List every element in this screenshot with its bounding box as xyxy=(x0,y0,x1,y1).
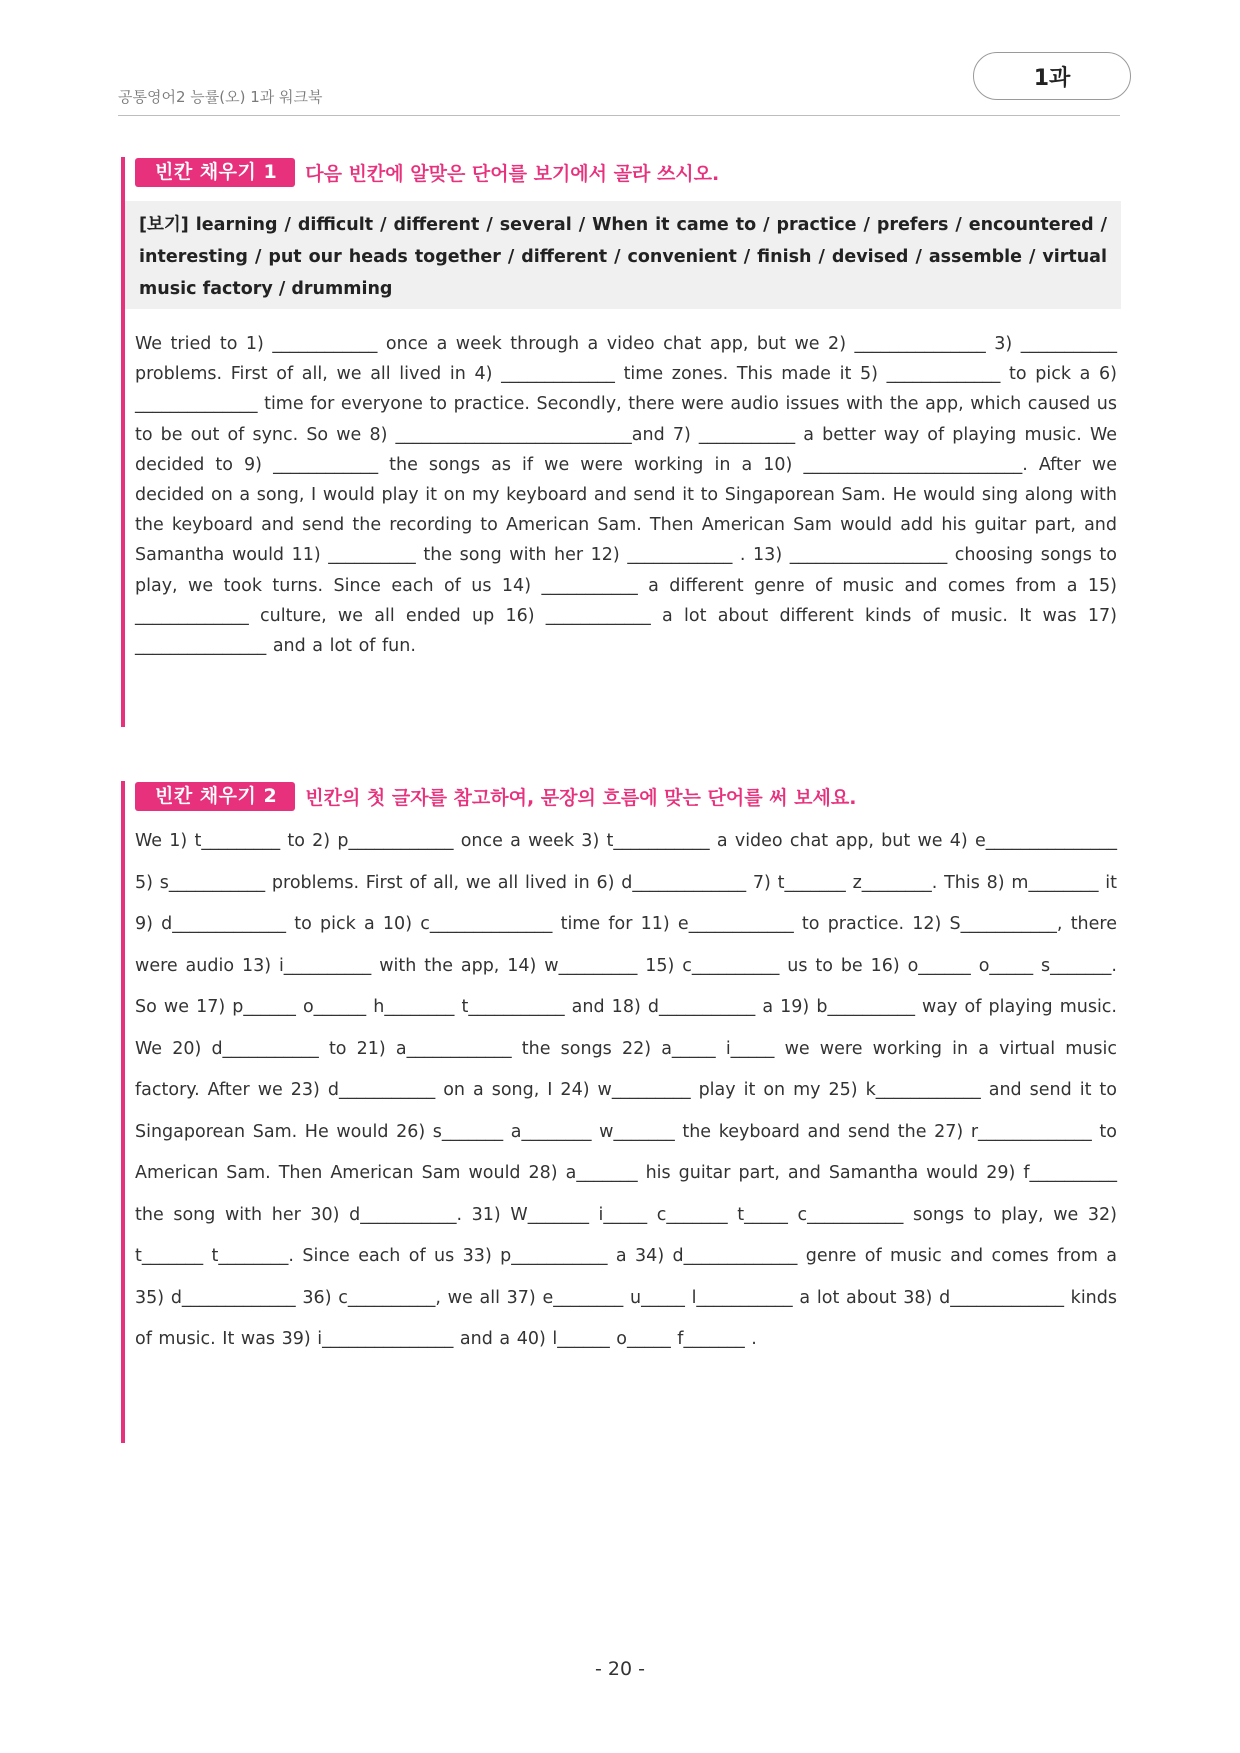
page-number: - 20 - xyxy=(595,1658,645,1680)
section-tag: 빈칸 채우기 2 xyxy=(135,782,295,811)
section-heading xyxy=(135,157,719,187)
header-title: 공통영어2 능률(오) 1과 워크북 xyxy=(118,88,323,106)
header-divider xyxy=(118,115,1120,116)
passage-text: We tried to 1) ____________ once a week through a video chat app, but we 2) _______________ 3) ___________ problems. First of all, we all lived in 4) _____________ time zones. This made it 5) _____________ to pick a 6) ______________ time for everyone to practice. Secondly, there were audio issues with the app, which caused us to be out of sync. So we 8) ___________________________and 7) ___________ a better way of playing music. We decided to 9) ____________ the songs as if we were working in a 10) _________________________. After we decided on a song, I would play it on my keyboard and send it to Singaporean Sam. He would sing along with the keyboard and send the recording to American Sam. Then American Sam would add his guitar part, and Samantha would 11) __________ the song with her 12) ____________ . 13) __________________ choosing songs to play, we took turns. Since each of us 14) ___________ a different genre of music and comes from a 15) _____________ culture, we all ended up 16) ____________ a lot about different kinds of music. It was 17) _______________ and a lot of fun. xyxy=(135,334,1117,657)
section-instruction: 다음 빈칸에 알맞은 단어를 보기에서 골라 쓰시오. xyxy=(305,162,720,185)
fill-blank-section-1 xyxy=(121,157,1131,727)
word-bank-box: [보기] learning / difficult / different / several / When it came to / practice / prefers / encountered / interesting / put our heads together / different / convenient / finish / devised / assemble / virtual music factory / drumming xyxy=(125,201,1121,309)
passage-text: We 1) t_________ to 2) p____________ once a week 3) t___________ a video chat app, but we 4) e_______________ 5) s___________ problems. First of all, we all lived in 6) d_____________ 7) t_______ z________. This 8) m________ it 9) d_____________ to pick a 10) c______________ time for 11) e____________ to practice. 12) S___________, there were audio 13) i__________ with the app, 14) w_________ 15) c__________ us to be 16) o______ o_____ s_______. So we 17) p______ o______ h________ t___________ and 18) d___________ a 19) b__________ way of playing music. We 20) d___________ to 21) a____________ the songs 22) a_____ i_____ we were working in a virtual music factory. After we 23) d___________ on a song, I 24) w_________ play it on my 25) k____________ and send it to Singaporean Sam. He would 26) s_______ a________ w_______ the keyboard and send the 27) r_____________ to American Sam. Then American Sam would 28) a_______ his guitar part, and Samantha would 29) f__________ the song with her 30) d___________. 31) W_______ i_____ c_______ t_____ c___________ songs to play, we 32) t_______ t________. Since each of us 33) p___________ a 34) d_____________ genre of music and comes from a 35) d_____________ 36) c__________, we all 37) e________ u_____ l___________ a lot about 38) d_____________ kinds of music. It was 39) i_______________ and a 40) l______ o_____ f_______ . xyxy=(135,831,1117,1349)
section-heading xyxy=(135,781,856,811)
fill-blank-section-2 xyxy=(121,781,1131,1443)
section-tag: 빈칸 채우기 1 xyxy=(135,158,295,187)
lesson-badge: 1과 xyxy=(973,52,1131,100)
section-instruction: 빈칸의 첫 글자를 참고하여, 문장의 흐름에 맞는 단어를 써 보세요. xyxy=(305,786,857,809)
section-accent-bar xyxy=(121,781,125,1443)
